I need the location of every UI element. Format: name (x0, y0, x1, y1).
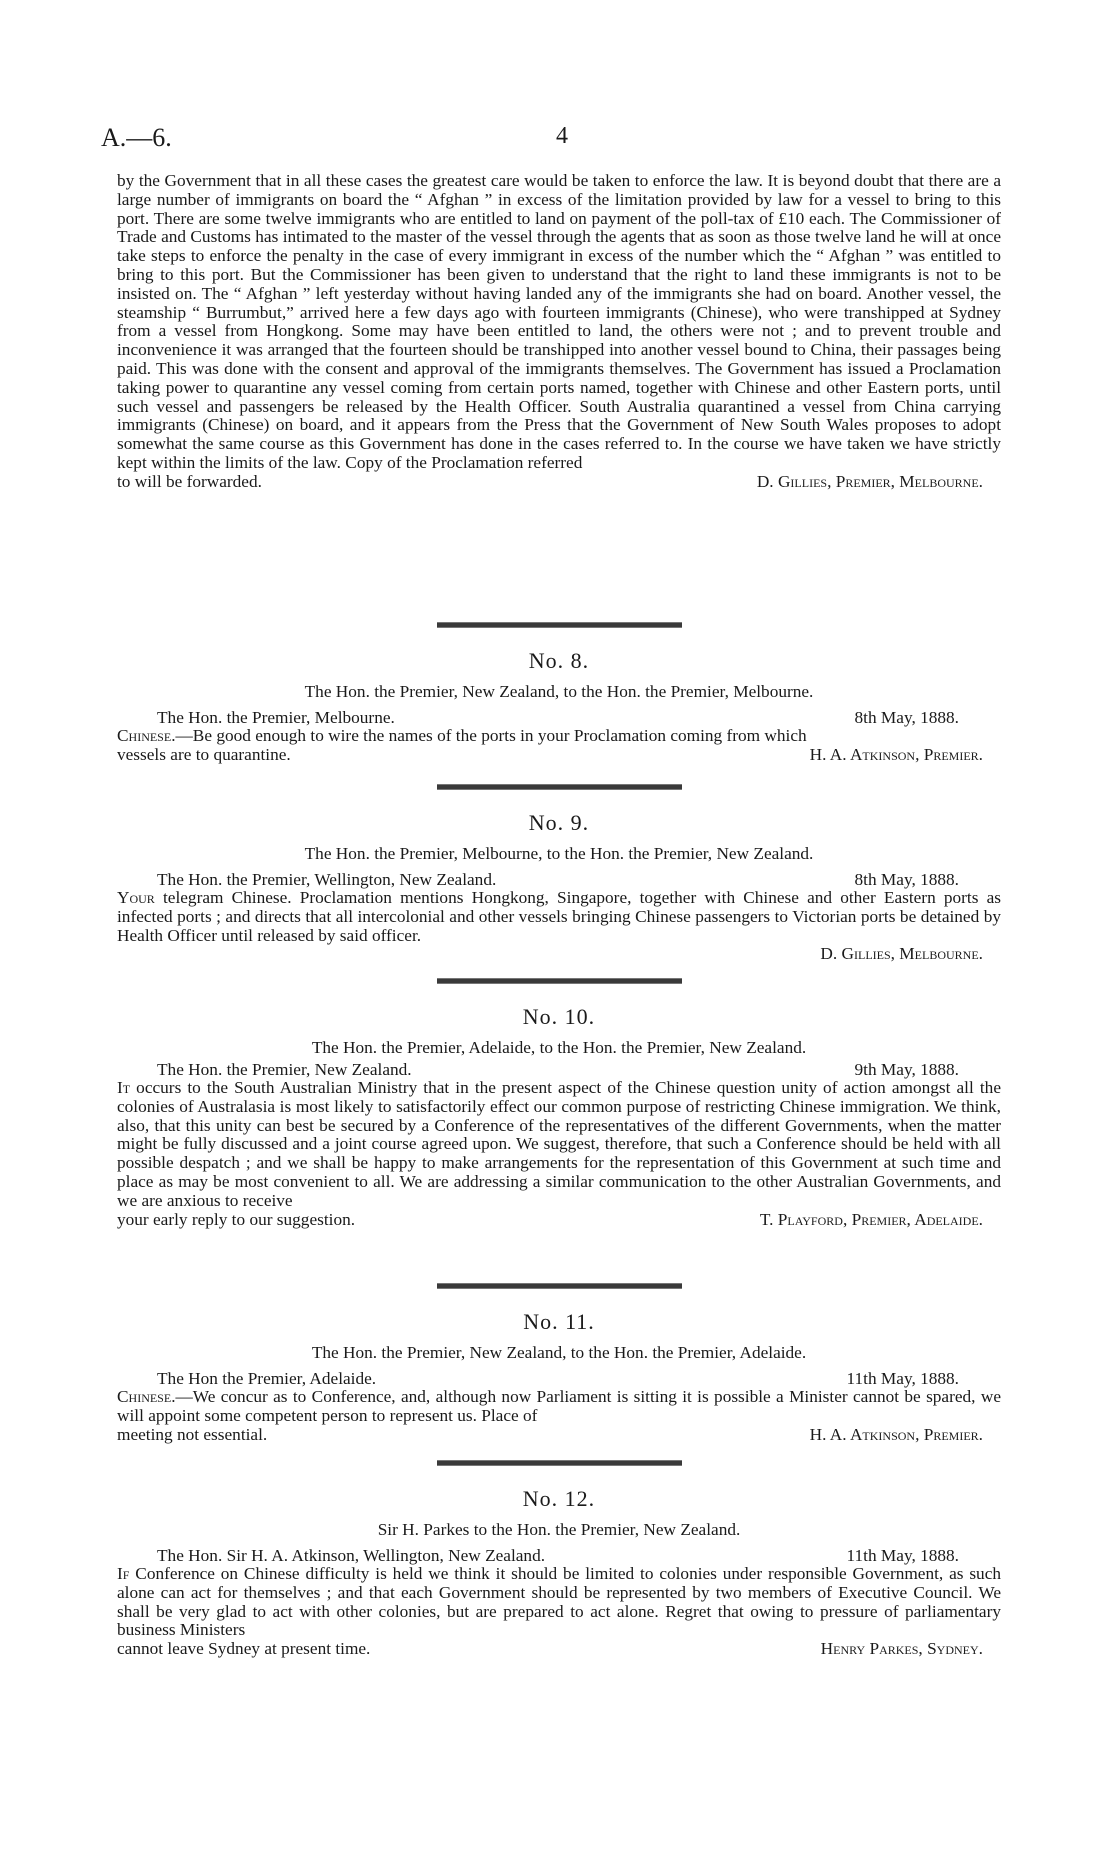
message-lead: If (117, 1564, 130, 1583)
section-no-9 (117, 784, 1001, 964)
message-lead: Chinese. (117, 726, 176, 745)
section-divider (437, 784, 682, 790)
signature: H. A. Atkinson, Premier. (809, 744, 983, 764)
signature: H. A. Atkinson, Premier. (809, 1424, 983, 1444)
message-body (117, 1079, 1001, 1211)
section-divider (437, 622, 682, 628)
closing-text: your early reply to our suggestion. (117, 1209, 356, 1229)
signature: Henry Parkes, Sydney. (820, 1639, 983, 1659)
message-lead: It (117, 1078, 131, 1097)
closing-text: meeting not essential. (117, 1424, 268, 1444)
section-divider (437, 1460, 682, 1466)
closing-text: cannot leave Sydney at present time. (117, 1639, 371, 1659)
signature-line (117, 1211, 1001, 1230)
message-body (117, 889, 1001, 945)
section-no-8 (117, 622, 1001, 765)
message-text: —We concur as to Conference, and, although now Parliament is sitting it is possible a Minister cannot be spared, we will appoint some competent person to represent us. Place of (117, 1387, 1001, 1425)
date: 8th May, 1888. (854, 870, 959, 889)
section-no-12 (117, 1460, 1001, 1659)
addressee: The Hon. the Premier, Melbourne. (157, 708, 395, 727)
section-no-11 (117, 1283, 1001, 1444)
continuation-paragraph: by the Government that in all these cases the greatest care would be taken to enforce the law. It is beyond doubt that there are a large number of immigrants on board the “ Afghan ” in excess of the limitation provided by law for a vessel to bring to this port. There are some twelve immigrants who are entitled to land on payment of the poll-tax of £10 each. The Commissioner of Trade and Customs has intimated to the master of the vessel through the agents that as soon as those twelve land he will at once take steps to enforce the penalty in the case of every immigrant in excess of the number which the “ Afghan ” was entitled to bring to this port. But the Commissioner has been given to understand that the right to land these immigrants is not to be insisted on. The “ Afghan ” left yesterday without having landed any of the immigrants she had on board. Another vessel, the steamship “ Burrumbut,” arrived here a few days ago with fourteen immigrants (Chinese), who were transhipped at Sydney from a vessel from Hongkong. Some may have been entitled to land, the others were not ; and to prevent trouble and inconvenience it was arranged that the fourteen should be transhipped into another vessel bound to China, their passages being paid. This was done with the consent and approval of the immigrants themselves. The Government has issued a Proclamation taking power to quarantine any vessel coming from certain ports named, together with Chinese and other Eastern ports, until such vessel and passengers be released by the Health Officer. South Australia quarantined a vessel from China carrying immigrants (Chinese) on board, and it appears from the Press that the Government of New South Wales proposes to adopt somewhat the same course as this Government has done in the cases referred to. In the course we have taken we have strictly kept within the limits of the law. Copy of the Proclamation referred (117, 171, 1001, 472)
addressee: The Hon. the Premier, Wellington, New Zealand. (157, 870, 497, 889)
signature-line (117, 1640, 1001, 1659)
address-line (117, 1369, 1001, 1388)
addressee: The Hon. Sir H. A. Atkinson, Wellington, New Zealand. (157, 1546, 546, 1565)
section-heading: The Hon. the Premier, New Zealand, to the Hon. the Premier, Melbourne. (304, 682, 814, 701)
date: 11th May, 1888. (846, 1369, 959, 1388)
message-lead: Chinese. (117, 1387, 176, 1406)
section-number: No. 10. (522, 1004, 596, 1029)
message-lead: Your (117, 888, 155, 907)
message-text: —Be good enough to wire the names of the ports in your Proclamation coming from which (175, 726, 807, 745)
message-body (117, 727, 1001, 746)
document-reference: A.—6. (101, 123, 172, 152)
section-divider (437, 978, 682, 984)
address-line (117, 870, 1001, 889)
section-heading: The Hon. the Premier, Adelaide, to the Hon. the Premier, New Zealand. (311, 1038, 807, 1057)
closing-text: to will be forwarded. (117, 471, 262, 491)
addressee: The Hon the Premier, Adelaide. (157, 1369, 377, 1388)
message-text: Conference on Chinese difficulty is held we think it should be limited to colonies under responsible Government, as such alone can act for themselves ; and that each Government should be represented by two members of Executive Council. We shall be very glad to act with other colonies, but are prepared to act alone. Regret that owing to pressure of parliamentary business Ministers (117, 1564, 1001, 1640)
addressee: The Hon. the Premier, New Zealand. (157, 1060, 412, 1079)
address-line (117, 1546, 1001, 1565)
message-text: occurs to the South Australian Ministry that in the present aspect of the Chinese question unity of action amongst all the colonies of Australasia is most likely to satisfactorily effect our common purpose of restricting Chinese immigration. We think, also, that this unity can best be secured by a Conference of the representatives of the different Governments, when the matter might be fully discussed and a joint course agreed upon. We suggest, therefore, that such a Conference should be held with all possible despatch ; and we shall be happy to make arrangements for the representation of this Government at such time and place as may be most convenient to all. We are addressing a similar communication to the other Australian Governments, and we are anxious to receive (117, 1078, 1001, 1210)
closing-text: vessels are to quarantine. (117, 744, 291, 764)
section-no-10 (117, 978, 1001, 1229)
section-number: No. 9. (528, 810, 590, 835)
continuation-signature-line (117, 473, 1001, 492)
section-number: No. 8. (528, 648, 590, 673)
continuation-block (117, 172, 1001, 492)
signature-line (117, 746, 1001, 765)
date: 8th May, 1888. (854, 708, 959, 727)
address-line (117, 708, 1001, 727)
signature: D. Gillies, Premier, Melbourne. (756, 471, 983, 491)
section-number: No. 11. (523, 1309, 595, 1334)
section-divider (437, 1283, 682, 1289)
date: 11th May, 1888. (846, 1546, 959, 1565)
message-text: telegram Chinese. Proclamation mentions Hongkong, Singapore, together with Chinese and other Eastern ports as infected ports ; and directs that all intercolonial and other vessels bringing Chinese passengers to Victorian ports be detained by Health Officer until released by said officer. (117, 888, 1001, 945)
address-line (117, 1060, 1001, 1079)
signature: T. Playford, Premier, Adelaide. (759, 1209, 983, 1229)
signature-line (117, 1426, 1001, 1445)
section-heading: The Hon. the Premier, Melbourne, to the Hon. the Premier, New Zealand. (304, 844, 814, 863)
date: 9th May, 1888. (854, 1060, 959, 1079)
section-heading: Sir H. Parkes to the Hon. the Premier, New Zealand. (377, 1520, 741, 1539)
running-head (101, 123, 1001, 153)
message-body (117, 1388, 1001, 1426)
section-heading: The Hon. the Premier, New Zealand, to the Hon. the Premier, Adelaide. (311, 1343, 807, 1362)
signature-line (117, 945, 1001, 964)
section-number: No. 12. (522, 1486, 596, 1511)
message-body (117, 1565, 1001, 1640)
signature: D. Gillies, Melbourne. (820, 944, 983, 964)
page-number: 4 (556, 123, 568, 149)
